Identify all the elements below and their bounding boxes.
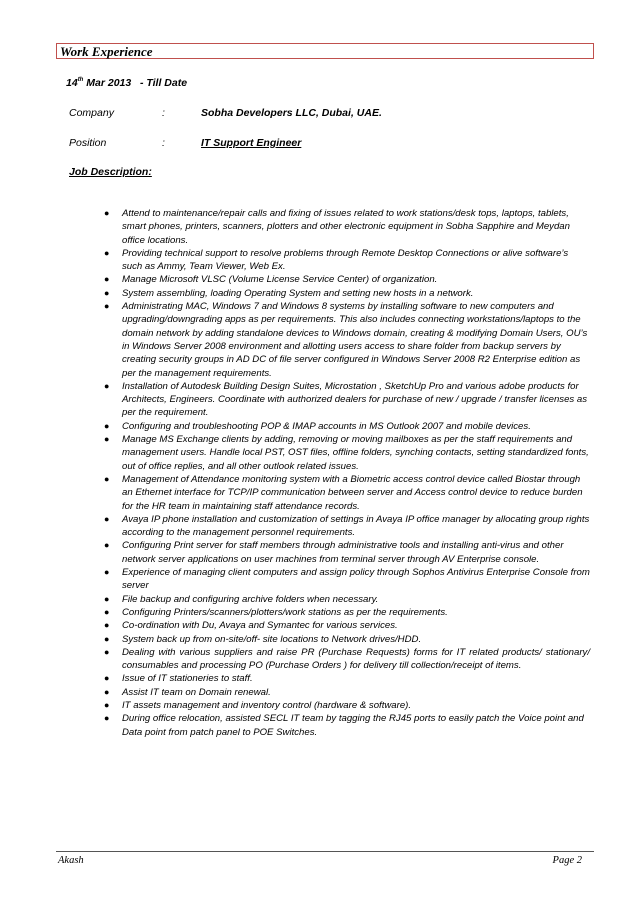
- bullet-icon: ●: [104, 208, 110, 218]
- footer-name: Akash: [58, 855, 84, 866]
- bullet-icon: ●: [104, 247, 110, 258]
- duty-item: ● During office relocation, assisted SECL IT team by tagging the RJ45 ports to easily patch the Voice point and Data point from patch panel to POE Switches.: [104, 713, 584, 738]
- duty-item: ● System assembling, loading Operating System and setting new hosts in a network.: [104, 287, 474, 299]
- company-label: Company: [69, 107, 114, 119]
- bullet-icon: ●: [104, 540, 110, 551]
- position-value: IT Support Engineer: [201, 137, 302, 149]
- bullet-icon: ●: [104, 620, 110, 631]
- bullet-icon: ●: [104, 606, 110, 617]
- bullet-icon: ●: [104, 633, 110, 644]
- duty-item: ● Assist IT team on Domain renewal.: [104, 686, 271, 698]
- position-label: Position: [69, 137, 107, 149]
- bullet-icon: ●: [104, 713, 110, 724]
- position-colon: :: [162, 137, 165, 149]
- duty-item: ● IT assets management and inventory control (hardware & software).: [104, 699, 412, 711]
- company-colon: :: [162, 107, 165, 119]
- bullet-icon: ●: [104, 593, 110, 604]
- bullet-icon: ●: [104, 274, 110, 285]
- bullet-icon: ●: [104, 646, 110, 657]
- job-description-heading: Job Description:: [69, 166, 152, 178]
- bullet-icon: ●: [104, 673, 110, 684]
- bullet-icon: ●: [104, 686, 110, 697]
- period-day: 14: [66, 77, 78, 89]
- duty-item: ● Co-ordination with Du, Avaya and Symantec for various services.: [104, 620, 398, 632]
- bullet-icon: ●: [104, 567, 110, 578]
- duty-item: ● Providing technical support to resolve problems through Remote Desktop Connections or alive software’s such as Ammy, Team Viewer, Web Ex.: [104, 247, 569, 273]
- bullet-icon: ●: [104, 513, 110, 524]
- duty-item: ● Manage Microsoft VLSC (Volume License Service Center) of organization.: [104, 274, 438, 286]
- section-header: [56, 43, 594, 59]
- footer-page-number: Page 2: [552, 855, 582, 866]
- duty-item: ● Experience of managing client computers and assign policy through Sophos Antivirus Enterprise Console from server: [104, 567, 590, 592]
- duty-item: ● Manage MS Exchange clients by adding, removing or moving mailboxes as per the staff requirements and management users. Handle local PST, OST files, offline folders, synching contacts, setting standardized fonts, out of office replies, and all other outlook related issues.: [104, 434, 589, 472]
- duty-item: ● Configuring Print server for staff members through administrative tools and installing anti-virus and other network server applications on user machines from terminal server through AV Enterprise console.: [104, 540, 564, 565]
- duties-list: [104, 207, 590, 739]
- duty-item: ● Installation of Autodesk Building Design Suites, Microstation , SketchUp Pro and various adobe products for Architects, Engineers. Coordinate with authorized dealers for purchase of new / upgrade / transfer licenses as per the requirement.: [104, 380, 588, 419]
- duty-item: ● Configuring Printers/scanners/plotters/work stations as per the requirements.: [104, 606, 448, 618]
- company-value: Sobha Developers LLC, Dubai, UAE.: [201, 107, 382, 119]
- duty-item: ● File backup and configuring archive folders when necessary.: [104, 593, 379, 605]
- footer-divider: [56, 851, 594, 852]
- bullet-icon: ●: [104, 287, 110, 298]
- period-day-suffix: th: [77, 77, 84, 83]
- duty-item: ● Avaya IP phone installation and customization of settings in Avaya IP office manager by allocating group rights according to the management personnel requirements.: [104, 513, 590, 539]
- bullet-icon: ●: [104, 699, 110, 710]
- duty-item: ● Attend to maintenance/repair calls and fixing of issues related to work stations/desk tops, laptops, tablets, smart phones, printers, scanners, plotters and other electronic equipment in Sobha Sapphire and Meydan office locations.: [104, 208, 570, 246]
- duty-item: ● System back up from on-site/off- site locations to Network drives/HDD.: [104, 633, 422, 645]
- bullet-icon: ●: [104, 420, 110, 431]
- duty-item: ● Configuring and troubleshooting POP & IMAP accounts in MS Outlook 2007 and mobile devices.: [104, 420, 531, 432]
- period-rest: Mar 2013 - Till Date: [83, 77, 188, 89]
- duty-item: ● Administrating MAC, Windows 7 and Windows 8 systems by installing software to new computers and upgrading/downgrading apps as per requirements. This also includes connecting workstations/laptops to the domain network by adding standalone devices to Windows domain, creating & modifying Domain Users, OU’s in Windows Server 2008 environment and allotting users access to share folder from backup servers by creating security groups in AD DC of file server configured in Windows Server 2008 R2 Enterprise edition as per the management requirements.: [104, 301, 588, 379]
- bullet-icon: ●: [104, 301, 110, 312]
- employment-period: [66, 74, 187, 90]
- duty-item: ● Issue of IT stationeries to staff.: [104, 673, 253, 685]
- section-title: Work Experience: [60, 44, 153, 59]
- bullet-icon: ●: [104, 434, 110, 445]
- duty-item: ● Dealing with various suppliers and raise PR (Purchase Requests) forms for IT related products/ stationary/ consumables and processing PO (Purchase Orders ) for delivery till collection/receipt of items.: [104, 646, 590, 672]
- bullet-icon: ●: [104, 380, 110, 391]
- bullet-icon: ●: [104, 473, 110, 484]
- duty-item: ● Management of Attendance monitoring system with a Biometric access control device called Biostar through an Ethernet interface for TCP/IP communication between server and Access control device to reduce burden for the HR team in maintaining staff attendance records.: [104, 473, 583, 512]
